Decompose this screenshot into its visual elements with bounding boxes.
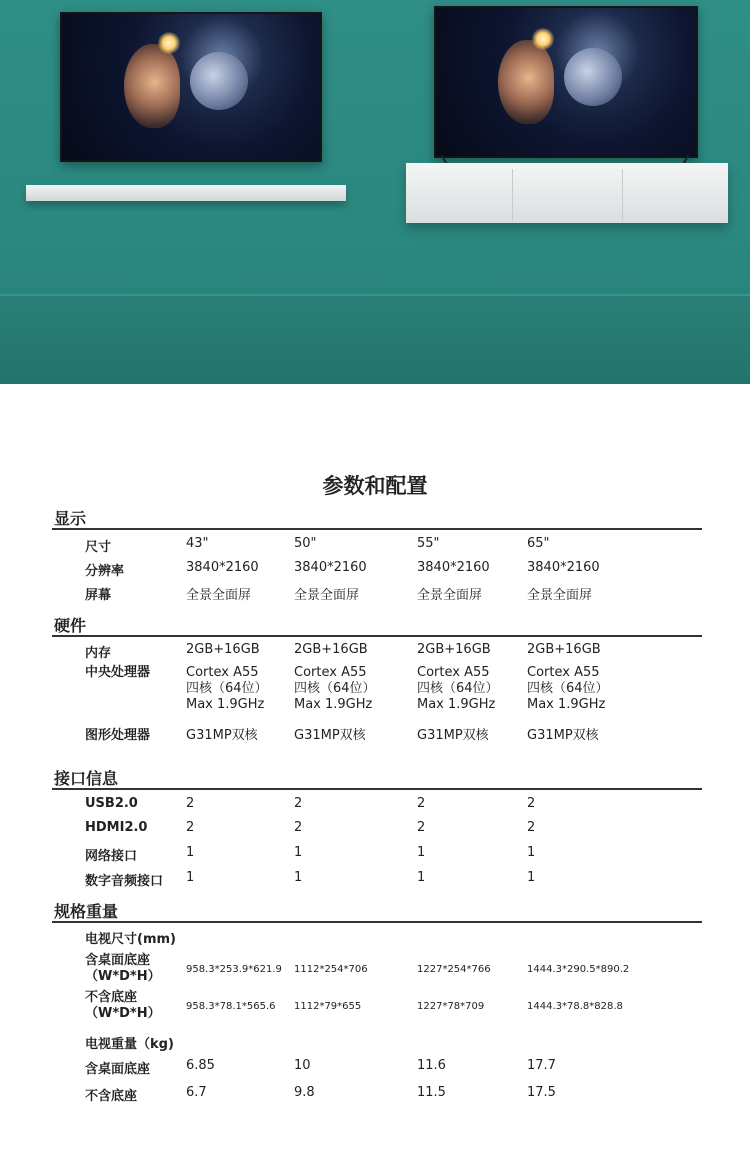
cpu-line: Cortex A55 [186, 665, 259, 680]
cell: 2GB+16GB [417, 642, 491, 657]
cell: G31MP双核 [417, 728, 489, 743]
row-label: HDMI2.0 [85, 820, 148, 835]
section-title: 显示 [54, 509, 87, 528]
cell: 2 [186, 820, 195, 835]
cell: 全景全面屏 [527, 588, 593, 603]
cell: 11.5 [417, 1085, 446, 1100]
cell: G31MP双核 [527, 728, 599, 743]
cell: 50" [294, 536, 317, 551]
cell [186, 665, 268, 713]
cell: 1 [186, 870, 195, 885]
cell: 2GB+16GB [294, 642, 368, 657]
cpu-line: Cortex A55 [417, 665, 490, 680]
row-label: 尺寸 [85, 540, 112, 555]
cell: 2 [294, 820, 303, 835]
cell: 11.6 [417, 1058, 446, 1073]
cell: 3840*2160 [294, 560, 367, 575]
cell: 1 [527, 845, 536, 860]
cell: 2 [294, 796, 303, 811]
row-label: 中央处理器 [85, 665, 151, 680]
section-hardware [52, 613, 702, 743]
cell: 17.7 [527, 1058, 556, 1073]
light-glow [158, 32, 180, 54]
label-line: （W*D*H） [85, 1006, 161, 1021]
label-line: （W*D*H） [85, 969, 161, 984]
section-title: 接口信息 [54, 769, 119, 788]
wall-mounted-tv [60, 12, 322, 162]
cell: 2GB+16GB [186, 642, 260, 657]
cell: 3840*2160 [527, 560, 600, 575]
cell: 1112*79*655 [294, 1001, 362, 1012]
row-label: 内存 [85, 646, 112, 661]
section-title: 硬件 [54, 616, 87, 635]
cell: 9.8 [294, 1085, 315, 1100]
cell: 1227*78*709 [417, 1001, 485, 1012]
cpu-line: Max 1.9GHz [527, 697, 606, 712]
section-title: 规格重量 [54, 902, 119, 921]
cell: 全景全面屏 [186, 588, 252, 603]
cpu-line: Cortex A55 [527, 665, 600, 680]
row-label: 含桌面底座 [85, 1062, 151, 1077]
cell: G31MP双核 [186, 728, 258, 743]
section-ports [52, 766, 702, 891]
label-line: 不含底座 [85, 990, 138, 1005]
cell: 2 [527, 820, 536, 835]
row-label [85, 953, 161, 985]
cell [294, 665, 376, 713]
row-label: 数字音频接口 [85, 874, 164, 889]
cell [527, 665, 609, 713]
cell: 2 [186, 796, 195, 811]
cell: 10 [294, 1058, 311, 1073]
cpu-line: Max 1.9GHz [294, 697, 373, 712]
cpu-line: Cortex A55 [294, 665, 367, 680]
cell: 958.3*253.9*621.9 [186, 964, 282, 975]
row-label: 图形处理器 [85, 728, 151, 743]
cell: 1 [186, 845, 195, 860]
label-line: 含桌面底座 [85, 953, 151, 968]
floor [0, 296, 750, 384]
cpu-line: 四核（64位） [186, 681, 268, 696]
planet-shape [190, 52, 248, 110]
stand-tv [434, 6, 698, 158]
astronaut-figure [124, 44, 180, 128]
cabinet-divider [512, 169, 513, 221]
row-label [85, 990, 161, 1022]
planet-shape [564, 48, 622, 106]
section-rule [52, 921, 702, 923]
section-specs [52, 899, 702, 1109]
page-title: 参数和配置 [322, 474, 428, 498]
cell: 55" [417, 536, 440, 551]
row-label: 网络接口 [85, 849, 138, 864]
cell [417, 665, 499, 713]
cell: 1 [417, 845, 426, 860]
tv-cabinet [406, 163, 728, 223]
cpu-line: 四核（64位） [294, 681, 376, 696]
cell: 6.85 [186, 1058, 215, 1073]
section-display [52, 506, 702, 606]
cabinet-divider [622, 169, 623, 221]
cell: 958.3*78.1*565.6 [186, 1001, 276, 1012]
cell: 全景全面屏 [294, 588, 360, 603]
cell: 1 [294, 845, 303, 860]
row-label: 屏幕 [85, 588, 112, 603]
cell: 1444.3*290.5*890.2 [527, 964, 630, 975]
cell: 2 [417, 796, 426, 811]
cell: 17.5 [527, 1085, 556, 1100]
cell: 全景全面屏 [417, 588, 483, 603]
cell: 1 [294, 870, 303, 885]
cell: 1112*254*706 [294, 964, 368, 975]
cpu-line: Max 1.9GHz [186, 697, 265, 712]
cell: 2 [417, 820, 426, 835]
section-rule [52, 528, 702, 530]
row-label: 电视重量（kg) [85, 1037, 174, 1052]
wall-shelf [26, 185, 346, 201]
astronaut-figure [498, 40, 554, 124]
cell: G31MP双核 [294, 728, 366, 743]
section-rule [52, 788, 702, 790]
row-label: 分辨率 [85, 564, 125, 579]
cell: 1227*254*766 [417, 964, 491, 975]
row-label: USB2.0 [85, 796, 138, 811]
cpu-line: 四核（64位） [527, 681, 609, 696]
cell: 43" [186, 536, 209, 551]
row-label: 电视尺寸(mm) [85, 932, 176, 947]
cell: 6.7 [186, 1085, 207, 1100]
row-label: 不含底座 [85, 1089, 138, 1104]
cell: 1444.3*78.8*828.8 [527, 1001, 623, 1012]
hero-banner [0, 0, 750, 384]
cell: 3840*2160 [186, 560, 259, 575]
cell: 2 [527, 796, 536, 811]
light-glow [532, 28, 554, 50]
cell: 2GB+16GB [527, 642, 601, 657]
cell: 65" [527, 536, 550, 551]
cell: 3840*2160 [417, 560, 490, 575]
cell: 1 [417, 870, 426, 885]
cell: 1 [527, 870, 536, 885]
section-rule [52, 635, 702, 637]
cpu-line: 四核（64位） [417, 681, 499, 696]
cpu-line: Max 1.9GHz [417, 697, 496, 712]
